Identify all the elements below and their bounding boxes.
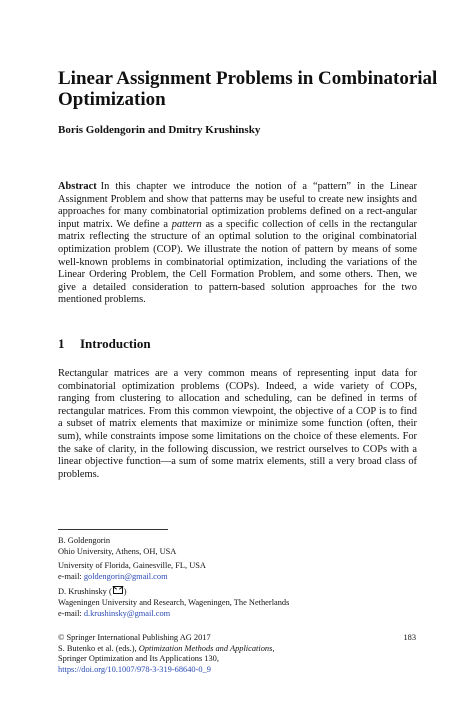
editors-suffix: ,: [272, 643, 275, 653]
section-title: Introduction: [80, 336, 151, 351]
author-1-affiliation-1: Ohio University, Athens, OH, USA: [58, 546, 177, 556]
chapter-title-line-1: Linear Assignment Problems in Combinatorial: [58, 68, 438, 89]
publication-info: [58, 633, 418, 675]
section-number: 1: [58, 336, 65, 351]
envelope-icon: [113, 586, 123, 594]
author-list: Boris Goldengorin and Dmitry Krushinsky: [58, 124, 261, 136]
footnote-author-1: [58, 536, 418, 557]
author-2-name-line: [58, 586, 418, 598]
author-1-name: B. Goldengorin: [58, 536, 111, 545]
author-1-email-line: [58, 572, 418, 583]
abstract-pattern-term: pattern: [171, 218, 202, 230]
footnote-author-2: [58, 586, 418, 619]
abstract-text-part-2: as a specific collection of cells in the rectangular matrix reflecting the structure of an optimal solution to the original combinatorial optimization problem (COP). We illustrate the notion of pattern by means of some well-known problems in combinatorial optimization, including the variations of the Linear Ordering Problem, the Cell Formation Problem, and some others. Then, we give a detailed consideration to pattern-based solution approaches for the two mentioned problems.: [58, 218, 418, 306]
introduction-paragraph: Rectangular matrices are a very common means of representing input data for combinatorial optimization problems (COPs). Indeed, a wide variety of COPs, ranging from clustering to allocation and scheduling, can be defined in terms of rectangular matrices. From this common viewpoint, the objective of a COP is to find a subset of matrix elements that maximize or minimize some function (often, their sum), while constraints impose some limitations on the choice of these elements. For the sake of clarity, in the following discussion, we restrict ourselves to COPs with a linear objective function—a sum of some matrix elements, still a very broad class of problems.: [58, 368, 417, 480]
editors-line: [58, 644, 418, 655]
section-heading: [58, 336, 151, 352]
author-2-email-link[interactable]: d.krushinsky@gmail.com: [83, 608, 171, 618]
chapter-title-line-2: Optimization: [58, 89, 166, 110]
abstract-label: Abstract: [58, 181, 97, 192]
author-2-email-label: e-mail:: [58, 608, 84, 618]
editors-prefix: S. Butenko et al. (eds.),: [58, 643, 139, 653]
abstract-text-part-1: In this chapter we introduce the notion of a “pattern” in the Linear Assignment Problem and show that patterns may be useful to create new insights and approaches for many combinatorial optimization problems defined on a rect-angular input matrix. We define a: [58, 181, 417, 230]
author-2-name-close: ): [123, 587, 127, 597]
abstract: [58, 181, 417, 307]
page-number: 183: [403, 633, 416, 642]
doi-link[interactable]: https://doi.org/10.1007/978-3-319-68640-0_9: [58, 664, 211, 674]
chapter-title: [58, 68, 438, 110]
footnote-rule: [58, 529, 168, 530]
author-1-affiliation-2: University of Florida, Gainesville, FL, USA: [58, 561, 206, 571]
copyright-line: © Springer International Publishing AG 2017: [58, 633, 211, 642]
series-line: Springer Optimization and Its Applications 130,: [58, 654, 219, 664]
author-2-name: D. Krushinsky (: [58, 587, 112, 597]
book-title: Optimization Methods and Applications: [138, 643, 273, 653]
author-2-affiliation: Wageningen University and Research, Wageningen, The Netherlands: [58, 597, 290, 607]
footnote-author-1-second: [58, 561, 418, 582]
author-2-email-line: [58, 609, 418, 620]
author-1-email-label: e-mail:: [58, 571, 84, 581]
author-1-email-link[interactable]: goldengorin@gmail.com: [83, 571, 168, 581]
author-footnotes: [58, 536, 418, 623]
